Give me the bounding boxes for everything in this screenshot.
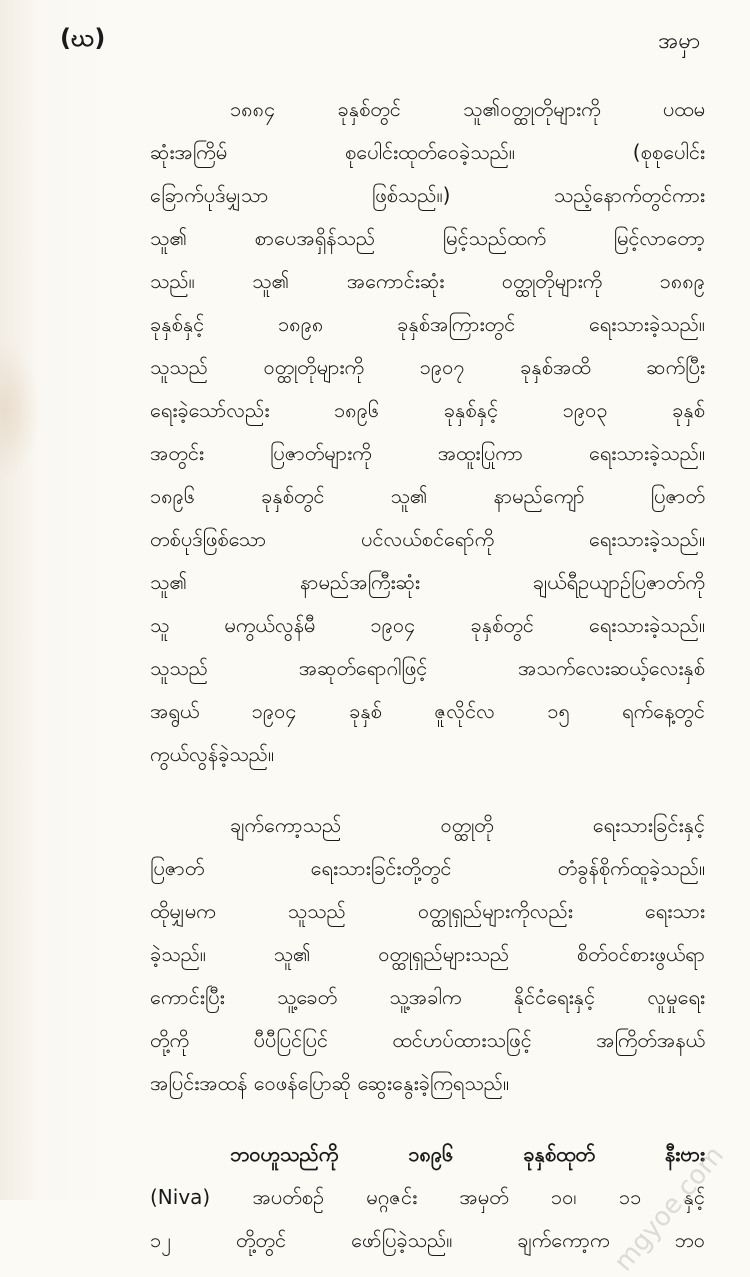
paper-stain — [0, 340, 40, 480]
text-line: ဆုံးအကြိမ် စုပေါင်းထုတ်ဝေခဲ့သည်။ (စုစုပေါင်း — [150, 140, 705, 164]
site-watermark: mgyoe.com — [608, 1140, 730, 1277]
text-line: အတွင်း ပြဇာတ်များကို အထူးပြုကာ ရေးသားခဲ့သည်။ — [150, 441, 705, 465]
text-line: တို့ကို ပီပီပြင်ပြင် ထင်ဟပ်ထားသဖြင့် အကြိတ်အနယ် — [150, 1028, 705, 1052]
text-line: ခုနှစ်နှင့် ၁၈၉၈ ခုနှစ်အကြားတွင် ရေးသားခဲ့သည်။ — [150, 312, 705, 336]
text-line: ကွယ်လွန်ခဲ့သည်။ — [150, 742, 275, 766]
text-line: ပြဇာတ် ရေးသားခြင်းတို့တွင် တံခွန်စိုက်ထူခဲ့သည်။ — [150, 856, 705, 880]
text-line: သူသည် ဝတ္ထုတိုများကို ၁၉၀၇ ခုနှစ်အထိ ဆက်ပြီး — [150, 355, 705, 379]
text-line: ထိုမျှမက သူသည် ဝတ္ထုရှည်များကိုလည်း ရေးသား — [150, 899, 705, 923]
text-line: (Niva) အပတ်စဉ် မဂ္ဂဇင်း အမှတ် ၁၀၊ ၁၁ နှင့် — [150, 1185, 705, 1209]
text-line: ၁၂ တို့တွင် ဖော်ပြခဲ့သည်။ ချက်ကော့က ဘဝ — [150, 1228, 705, 1252]
text-line: ကောင်းပြီး သူ့ခေတ် သူ့အခါက နိုင်ငံရေးနှင့် လူမှုရေး — [150, 985, 705, 1009]
paragraph-gap — [150, 1105, 705, 1133]
text-line: ရေးခဲ့သော်လည်း ၁၈၉၆ ခုနှစ်နှင့် ၁၉၀၃ ခုနှစ် — [150, 398, 705, 422]
text-line: ခြောက်ပုဒ်မျှသာ ဖြစ်သည်။) သည့်နောက်တွင်ကား — [150, 183, 705, 207]
text-line: သူ၏ နာမည်အကြီးဆုံး ချယ်ရီဥယျာဉ်ပြဇာတ်ကို — [150, 570, 705, 594]
running-title: အမှာ — [658, 29, 700, 54]
body-text — [150, 88, 705, 1262]
text-line: ၁၈၈၄ ခုနှစ်တွင် သူ၏ဝတ္ထုတိုများကို ပထမ — [230, 97, 705, 121]
text-line: ခဲ့သည်။ သူ၏ ဝတ္ထုရှည်များသည် စိတ်ဝင်စားဖွယ်ရာ — [150, 942, 705, 966]
text-line: ၁၈၉၆ ခုနှစ်တွင် သူ၏ နာမည်ကျော် ပြဇာတ် — [150, 484, 705, 508]
paragraph-gap — [150, 776, 705, 804]
paragraph-2 — [150, 804, 705, 1105]
text-line: အရွယ် ၁၉၀၄ ခုနှစ် ဇူလိုင်လ ၁၅ ရက်နေ့တွင် — [150, 699, 705, 723]
text-line: သည်။ သူ၏ အကောင်းဆုံး ဝတ္ထုတိုများကို ၁၈၈၉ — [150, 269, 705, 293]
page-header — [60, 22, 700, 62]
paragraph-1 — [150, 88, 705, 776]
page-number: (ဃ) — [60, 24, 106, 52]
text-line: ချက်ကော့သည် ဝတ္ထုတို ရေးသားခြင်းနှင့် — [230, 813, 705, 837]
text-line: တစ်ပုဒ်ဖြစ်သော ပင်လယ်စင်ရော်ကို ရေးသားခဲ့သည်။ — [150, 527, 705, 551]
text-line: သူသည် အဆုတ်ရောဂါဖြင့် အသက်လေးဆယ့်လေးနှစ် — [150, 656, 705, 680]
text-line: အပြင်းအထန် ဝေဖန်ပြောဆို ဆွေးနွေးခဲ့ကြရသည်။ — [150, 1071, 510, 1095]
text-line: ဘဝဟူသည်ကို ၁၈၉၆ ခုနှစ်ထုတ် နီးဗား — [230, 1142, 705, 1166]
text-line: သူ မကွယ်လွန်မီ ၁၉၀၄ ခုနှစ်တွင် ရေးသားခဲ့သည်။ — [150, 613, 705, 637]
text-line: သူ၏ စာပေအရှိန်သည် မြင့်သည်ထက် မြင့်လာတော့ — [150, 226, 705, 250]
